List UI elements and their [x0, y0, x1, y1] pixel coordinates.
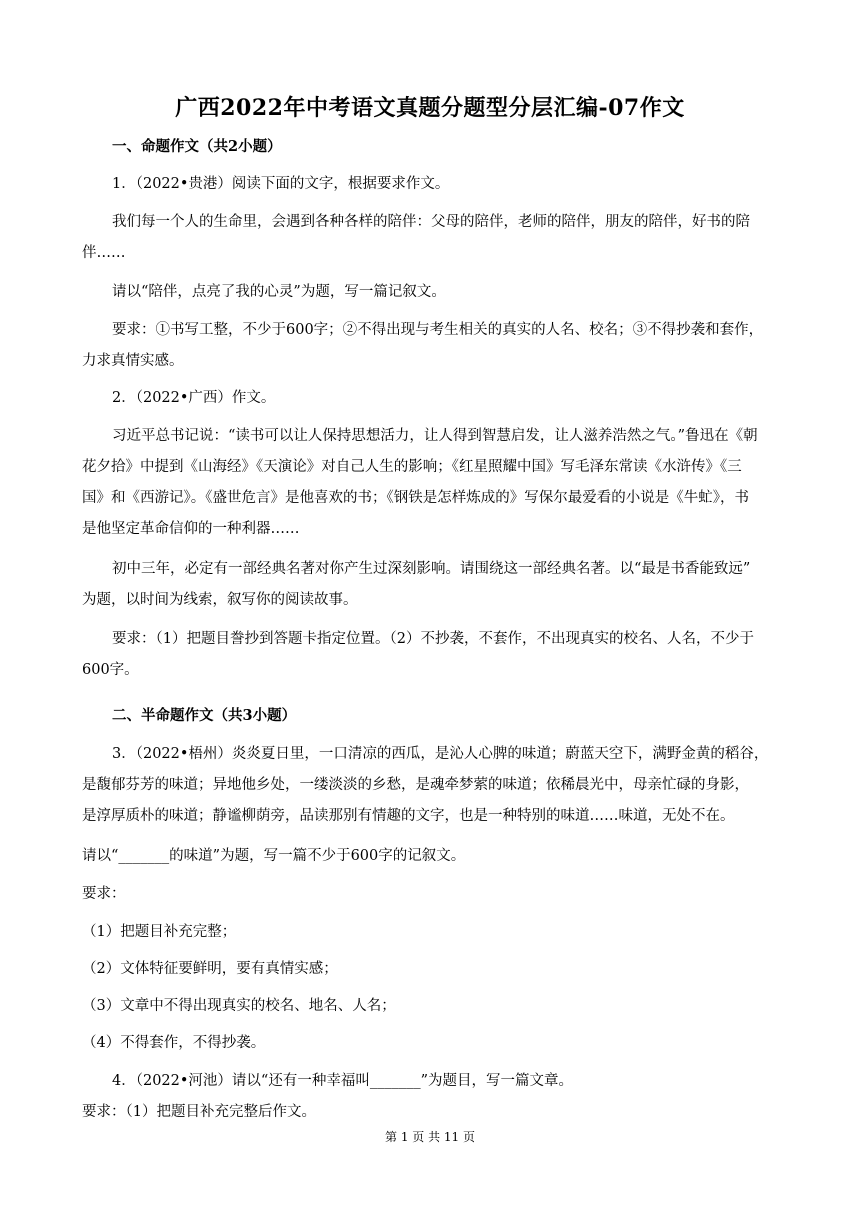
paragraph-line: 请以“陪伴，点亮了我的心灵”为题，写一篇记叙文。 [112, 284, 446, 300]
document-title: 广西2022年中考语文真题分题型分层汇编-07作文 [175, 95, 685, 121]
question-4-heading: 4．（2022•河池）请以“还有一种幸福叫_______”为题目，写一篇文章。 [112, 1073, 574, 1089]
paragraph-line: 力求真情实感。 [82, 353, 184, 369]
paragraph-line: 要求：（1）把题目补充完整后作文。 [82, 1104, 316, 1120]
paragraph-line: 600字。 [82, 662, 139, 678]
paragraph-line: 我们每一个人的生命里，会遇到各种各样的陪伴：父母的陪伴，老师的陪伴，朋友的陪伴，好书的陪 [112, 214, 750, 230]
paragraph-line: 是淳厚质朴的味道；静谧柳荫旁，品读那别有情趣的文字，也是一种特别的味道……味道，无处不在。 [82, 808, 735, 824]
paragraph-line: 花夕拾》中提到《山海经》《天演论》对自己人生的影响；《红星照耀中国》写毛泽东常读《水浒传》《三 [82, 459, 742, 475]
paragraph-line: 要求： [82, 886, 126, 902]
question-2-heading: 2．（2022•广西）作文。 [112, 390, 276, 406]
question-3-heading: 3．（2022•梧州）炎炎夏日里，一口清凉的西瓜，是沁人心脾的味道；蔚蓝天空下，满野金黄的稻谷， [112, 746, 769, 762]
requirement-item: （1）把题目补充完整； [82, 924, 237, 940]
paragraph-line: 初中三年，必定有一部经典名著对你产生过深刻影响。请围绕这一部经典名著。以“最是书香能致远” [112, 561, 751, 577]
section-heading-1: 一、命题作文（共2小题） [112, 138, 282, 155]
paragraph-line: 为题，以时间为线索，叙写你的阅读故事。 [82, 592, 358, 608]
paragraph-line: 习近平总书记说：“读书可以让人保持思想活力，让人得到智慧启发，让人滋养浩然之气。”鲁迅在《朝 [112, 428, 758, 444]
paragraph-line: 要求：（1）把题目誊抄到答题卡指定位置。（2）不抄袭，不套作，不出现真实的校名、人名，不少于 [112, 631, 754, 647]
paragraph-line: 要求：①书写工整，不少于600字；②不得出现与考生相关的真实的人名、校名；③不得抄袭和套作， [112, 322, 764, 338]
paragraph-line: 请以“_______的味道”为题，写一篇不少于600字的记叙文。 [82, 848, 466, 864]
requirement-item: （3）文章中不得出现真实的校名、地名、人名； [82, 998, 396, 1014]
question-1-heading: 1．（2022•贵港）阅读下面的文字，根据要求作文。 [112, 176, 450, 192]
page-footer: 第 1 页 共 11 页 [385, 1130, 475, 1144]
paragraph-line: 是馥郁芬芳的味道；异地他乡处，一缕淡淡的乡愁，是魂牵梦萦的味道；依稀晨光中，母亲忙碌的身影， [82, 777, 749, 793]
paragraph-line: 伴…… [82, 245, 126, 261]
paragraph-line: 是他坚定革命信仰的一种利器…… [82, 521, 300, 537]
section-heading-2: 二、半命题作文（共3小题） [112, 707, 297, 724]
paragraph-line: 国》和《西游记》。《盛世危言》是他喜欢的书；《钢铁是怎样炼成的》写保尔最爱看的小说是《牛虻》，书 [82, 490, 749, 506]
requirement-item: （4）不得套作，不得抄袭。 [82, 1035, 266, 1051]
requirement-item: （2）文体特征要鲜明，要有真情实感； [82, 961, 338, 977]
